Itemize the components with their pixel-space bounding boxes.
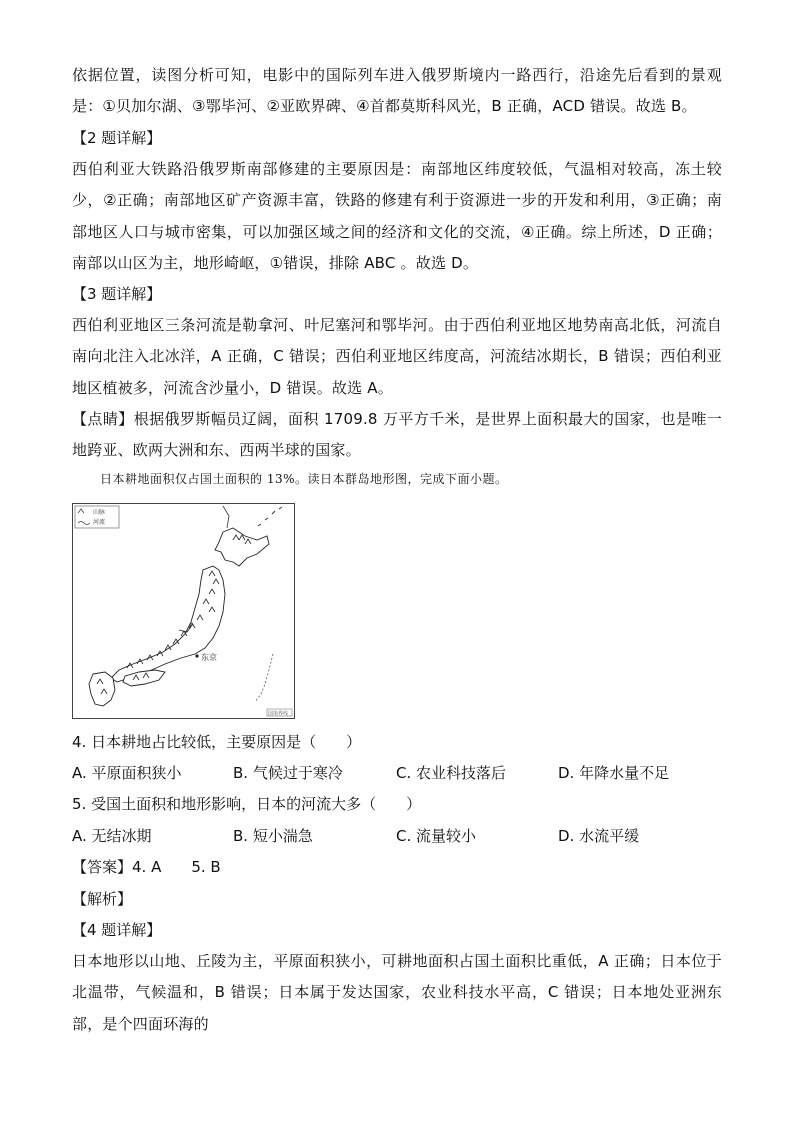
ryukyu-line (255, 654, 273, 702)
heading-q3-detail: 【3 题详解】 (72, 285, 162, 303)
japan-map-graphic (73, 504, 294, 718)
tokyo-label: 东京 (201, 653, 217, 662)
heading-q4-detail: 【4 题详解】 (72, 921, 162, 939)
question-intro: 日本耕地面积仅占国土面积的 13%。读日本群岛地形图，完成下面小题。 (100, 472, 508, 486)
q4-option-d: D. 年降水量不足 (558, 764, 670, 782)
paragraph-tip: 【点睛】根据俄罗斯幅员辽阔，面积 1709.8 万平方千米，是世界上面积最大的国家，也是唯一地跨亚、欧两大洲和东、西两半球的国家。 (72, 410, 722, 460)
map-stamp: 国境界线 (268, 711, 289, 717)
q4-option-b: B. 气候过于寒冷 (233, 764, 343, 782)
q4-option-c: C. 农业科技落后 (396, 764, 507, 782)
q5-option-c: C. 流量较小 (396, 827, 477, 845)
paragraph-q2-detail: 西伯利亚大铁路沿俄罗斯南部修建的主要原因是：南部地区纬度较低，气温相对较高，冻土较少，②正确；南部地区矿产资源丰富，铁路的修建有利于资源进一步的开发和利用，③正确；南部地区人口与城市密集，可以加强区域之间的经济和文化的交流，④正确。综上所述，D 正确；南部以山区为主，地形崎岖，①错误，排除 ABC 。故选 D。 (72, 160, 722, 272)
kyushu-outline (89, 672, 115, 706)
paragraph-q3-detail: 西伯利亚地区三条河流是勒拿河、叶尼塞河和鄂毕河。由于西伯利亚地区地势南高北低，河流自南向北注入北冰洋，A 正确，C 错误；西伯利亚地区纬度高，河流结冰期长，B 错误；西伯利亚地区植被多，河流含沙量小，D 错误。故选 A。 (72, 316, 722, 397)
question-4-stem: 4. 日本耕地占比较低，主要原因是（ ） (72, 733, 362, 751)
analysis-heading: 【解析】 (72, 890, 133, 908)
legend-mountain-label: 山脉 (93, 509, 106, 516)
honshu-outline (111, 566, 225, 682)
q5-option-d: D. 水流平缓 (558, 827, 640, 845)
paragraph-q4-detail: 日本地形以山地、丘陵为主，平原面积狭小，可耕地面积占国土面积比重低，A 正确；日本位于北温带，气候温和，B 错误；日本属于发达国家，农业科技水平高，C 错误；日本地处亚洲东部，是个四面环海的 (72, 952, 722, 1033)
q5-option-b: B. 短小湍急 (233, 827, 313, 845)
heading-q2-detail: 【2 题详解】 (72, 129, 162, 147)
q5-option-a: A. 无结冰期 (72, 827, 152, 845)
legend-river-label: 河流 (93, 519, 106, 526)
tokyo-marker (195, 654, 198, 657)
paragraph-q1-answer: 依据位置，读图分析可知，电影中的国际列车进入俄罗斯境内一路西行，沿途先后看到的景观是：①贝加尔湖、③鄂毕河、②亚欧界碑、④首都莫斯科风光，B 正确，ACD 错误。故选 B。 (72, 66, 722, 116)
q4-option-a: A. 平原面积狭小 (72, 764, 182, 782)
hokkaido-outline (215, 528, 269, 566)
answer-line: 【答案】4. A 5. B (72, 858, 221, 876)
kuril-islands (258, 507, 282, 526)
question-5-stem: 5. 受国土面积和地形影响，日本的河流大多（ ） (72, 795, 422, 813)
sakhalin-outline (223, 506, 229, 528)
japan-terrain-map (72, 503, 295, 719)
